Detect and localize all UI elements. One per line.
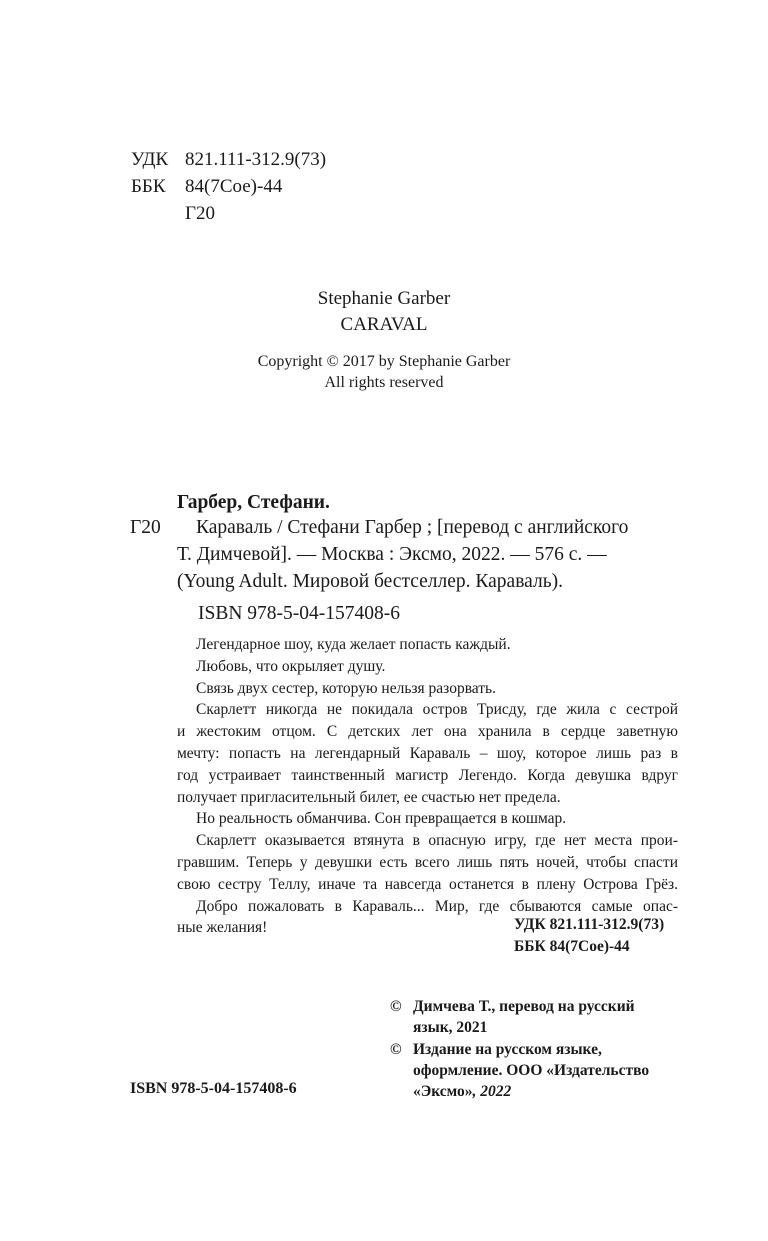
copyright-notice: Copyright © 2017 by Stephanie Garber <box>257 353 511 370</box>
annotation-line: Любовь, что окрыляет душу. <box>196 657 386 675</box>
annotation <box>177 634 678 939</box>
bib-line-1: Караваль / Стефани Гарбер ; [перевод с английского <box>196 517 629 538</box>
translation-copyright-l1: Димчева Т., перевод на русский <box>413 998 635 1015</box>
edition-year: , 2022 <box>472 1083 512 1100</box>
annotation-line: Легендарное шоу, куда желает попасть каждый. <box>196 636 511 653</box>
bbk-label: ББК <box>131 176 166 197</box>
footer-isbn: ISBN 978-5-04-157408-6 <box>130 1080 297 1097</box>
annotation-line: Добро пожаловать в Караваль... Мир, где сбываются самые опас- <box>196 897 678 915</box>
original-author: Stephanie Garber <box>317 288 451 309</box>
annotation-line: гравшим. Теперь у девушки есть всего лишь пять ночей, чтобы спасти <box>177 853 678 871</box>
annotation-line: Скарлетт оказывается втянута в опасную игру, где нет места прои- <box>196 832 678 850</box>
udk-value: 821.111-312.9(73) <box>185 149 327 170</box>
bib-isbn: ISBN 978-5-04-157408-6 <box>198 603 401 624</box>
annotation-line: и жестоким отцом. С детских лет она хранила в сердце заветную <box>177 723 678 741</box>
annotation-line: свою сестру Теллу, иначе та навсегда останется в плену Острова Грёз. <box>177 875 678 893</box>
udk-label: УДК <box>131 149 169 170</box>
annotation-line: ные желания! <box>177 919 268 937</box>
annotation-line: мечту: попасть на легендарный Караваль – шоу, которое лишь раз в <box>177 744 678 762</box>
annotation-line: получает пригласительный билет, ее счастью нет предела. <box>177 788 561 806</box>
annotation-bbk: ББК 84(7Сое)-44 <box>514 938 630 955</box>
original-title: CARAVAL <box>340 314 428 335</box>
bbk-value: 84(7Сое)-44 <box>185 176 283 197</box>
edition-copyright-l1: Издание на русском языке, <box>413 1041 602 1058</box>
annotation-line: Скарлетт никогда не покидала остров Трисду, где жила с сестрой <box>196 701 678 719</box>
edition-copyright-l3 <box>413 1081 511 1103</box>
copyright-sign: © <box>390 1041 402 1058</box>
translation-copyright-l2: язык, 2021 <box>413 1019 488 1036</box>
bib-line-2: Т. Димчевой]. — Москва : Эксмо, 2022. — 576 с. — <box>177 544 607 565</box>
publisher-name: «Эксмо» <box>413 1083 473 1100</box>
bib-heading: Гарбер, Стефани. <box>177 492 330 513</box>
annotation-line: Но реальность обманчива. Сон превращается в кошмар. <box>196 810 567 828</box>
annotation-line: Связь двух сестер, которую нельзя разорвать. <box>196 679 497 697</box>
edition-copyright-l2: оформление. ООО «Издательство <box>413 1062 650 1079</box>
annotation-udk: УДК 821.111-312.9(73) <box>514 916 665 933</box>
bib-mark: Г20 <box>130 517 161 538</box>
copyright-sign: © <box>390 998 402 1015</box>
bib-line-3: (Young Adult. Мировой бестселлер. Караваль). <box>177 571 563 592</box>
author-mark: Г20 <box>185 203 215 224</box>
annotation-line: год устраивает таинственный магистр Легендо. Когда девушка вдруг <box>177 766 678 784</box>
rights-notice: All rights reserved <box>324 374 444 391</box>
